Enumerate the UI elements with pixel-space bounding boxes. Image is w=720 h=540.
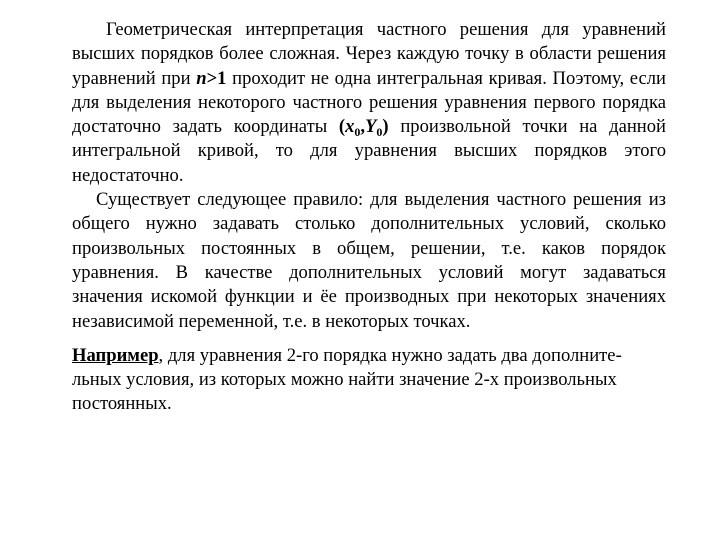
example-line-3: постоянных. [72,393,172,415]
coord-x: x [345,116,355,138]
coord-comma: , [360,116,366,138]
coord-y: Y [365,116,377,138]
example-lead: Например [72,344,159,366]
p1-text-2: проходит не одна интегральная кривая. Поэтому, если для выделения некоторого частного решения уравнения первого порядка достаточно задать координаты [72,67,666,138]
coord-y-sub: 0 [376,125,383,140]
p1-text-3: произвольной точки на данной интегральной кривой, то для уравнения высших порядков этого недостаточно. [72,116,666,186]
paragraph-geometric-interpretation [72,18,666,188]
gt-one: >1 [206,67,227,89]
example-line-1: , для уравнения 2-го порядка нужно задать два дополните- [158,344,622,366]
paragraph-example [72,344,666,417]
example-line-2: льных условия, из которых можно найти значение 2-х произвольных [72,369,617,391]
paragraph-rule: Существует следующее правило: для выделения частного решения из общего нужно задавать столько дополнительных условий, сколько произвольных постоянных в общем, решении, т.е. каков порядок уравнения. В качестве дополнительных условий могут задаваться значения искомой функции и ёе производных при некоторых значениях независимой переменной, т.е. в некоторых точках. [72,189,666,332]
coord-close: ) [382,116,389,138]
text-block [72,18,666,417]
coord-open: ( [338,116,346,138]
p1-text-1: Геометрическая интерпретация частного решения для уравнений высших порядков более сложная. Через каждую точку в области решения уравнений при [72,19,666,89]
var-n: n [196,67,207,89]
coord-x-sub: 0 [354,125,361,140]
